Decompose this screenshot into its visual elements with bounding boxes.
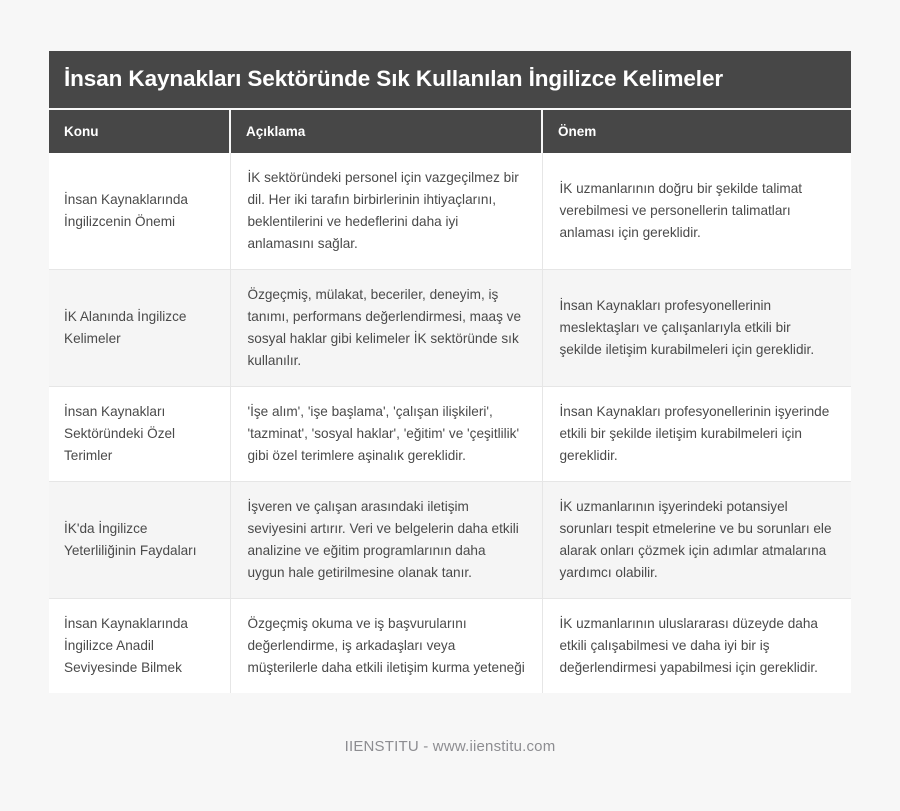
table-row [49, 599, 851, 694]
cell-description: 'İşe alım', 'işe başlama', 'çalışan ilişkileri', 'tazminat', 'sosyal haklar', 'eğitim' ve 'çeşitlilik' gibi özel terimlere aşinalık gereklidir. [230, 387, 542, 482]
table-row [49, 387, 851, 482]
column-header-aciklama: Açıklama [230, 110, 542, 153]
cell-description: Özgeçmiş okuma ve iş başvurularını değerlendirme, iş arkadaşları veya müşterilerle daha etkili iletişim kurma yeteneği [230, 599, 542, 694]
data-table [49, 110, 851, 693]
table-card [49, 51, 851, 693]
cell-topic: İK'da İngilizce Yeterliliğinin Faydaları [49, 482, 230, 599]
table-title-bar [49, 51, 851, 108]
cell-topic: İnsan Kaynaklarında İngilizcenin Önemi [49, 153, 230, 270]
cell-topic: İK Alanında İngilizce Kelimeler [49, 270, 230, 387]
table-row [49, 270, 851, 387]
cell-topic: İnsan Kaynakları Sektöründeki Özel Terimler [49, 387, 230, 482]
cell-description: İK sektöründeki personel için vazgeçilmez bir dil. Her iki tarafın birbirlerinin ihtiyaçlarını, beklentilerini ve hedeflerini daha iyi anlamasını sağlar. [230, 153, 542, 270]
cell-importance: İnsan Kaynakları profesyonellerinin işyerinde etkili bir şekilde iletişim kurabilmeleri için gereklidir. [542, 387, 851, 482]
cell-importance: İK uzmanlarının doğru bir şekilde talimat verebilmesi ve personellerin talimatları anlaması için gereklidir. [542, 153, 851, 270]
cell-importance: İK uzmanlarının uluslararası düzeyde daha etkili çalışabilmesi ve daha iyi bir iş değerlendirmesi yapabilmesi için gereklidir. [542, 599, 851, 694]
cell-description: Özgeçmiş, mülakat, beceriler, deneyim, iş tanımı, performans değerlendirmesi, maaş ve sosyal haklar gibi kelimeler İK sektöründe sık kullanılır. [230, 270, 542, 387]
table-header-row [49, 110, 851, 153]
column-header-konu: Konu [49, 110, 230, 153]
footer-attribution: IIENSTITU - www.iienstitu.com [344, 738, 556, 755]
table-row [49, 482, 851, 599]
cell-topic: İnsan Kaynaklarında İngilizce Anadil Seviyesinde Bilmek [49, 599, 230, 694]
page-title: İnsan Kaynakları Sektöründe Sık Kullanılan İngilizce Kelimeler [64, 66, 724, 92]
cell-importance: İnsan Kaynakları profesyonellerinin meslektaşları ve çalışanlarıyla etkili bir şekilde iletişim kurabilmeleri için gereklidir. [542, 270, 851, 387]
column-header-onem: Önem [542, 110, 851, 153]
table-head [49, 110, 851, 153]
table-body [49, 153, 851, 693]
table-row [49, 153, 851, 270]
cell-importance: İK uzmanlarının işyerindeki potansiyel sorunları tespit etmelerine ve bu sorunları ele alarak onları çözmek için adımlar atmalarına yardımcı olabilir. [542, 482, 851, 599]
cell-description: İşveren ve çalışan arasındaki iletişim seviyesini artırır. Veri ve belgelerin daha etkili analizine ve eğitim programlarının daha uygun hale getirilmesine olanak tanır. [230, 482, 542, 599]
